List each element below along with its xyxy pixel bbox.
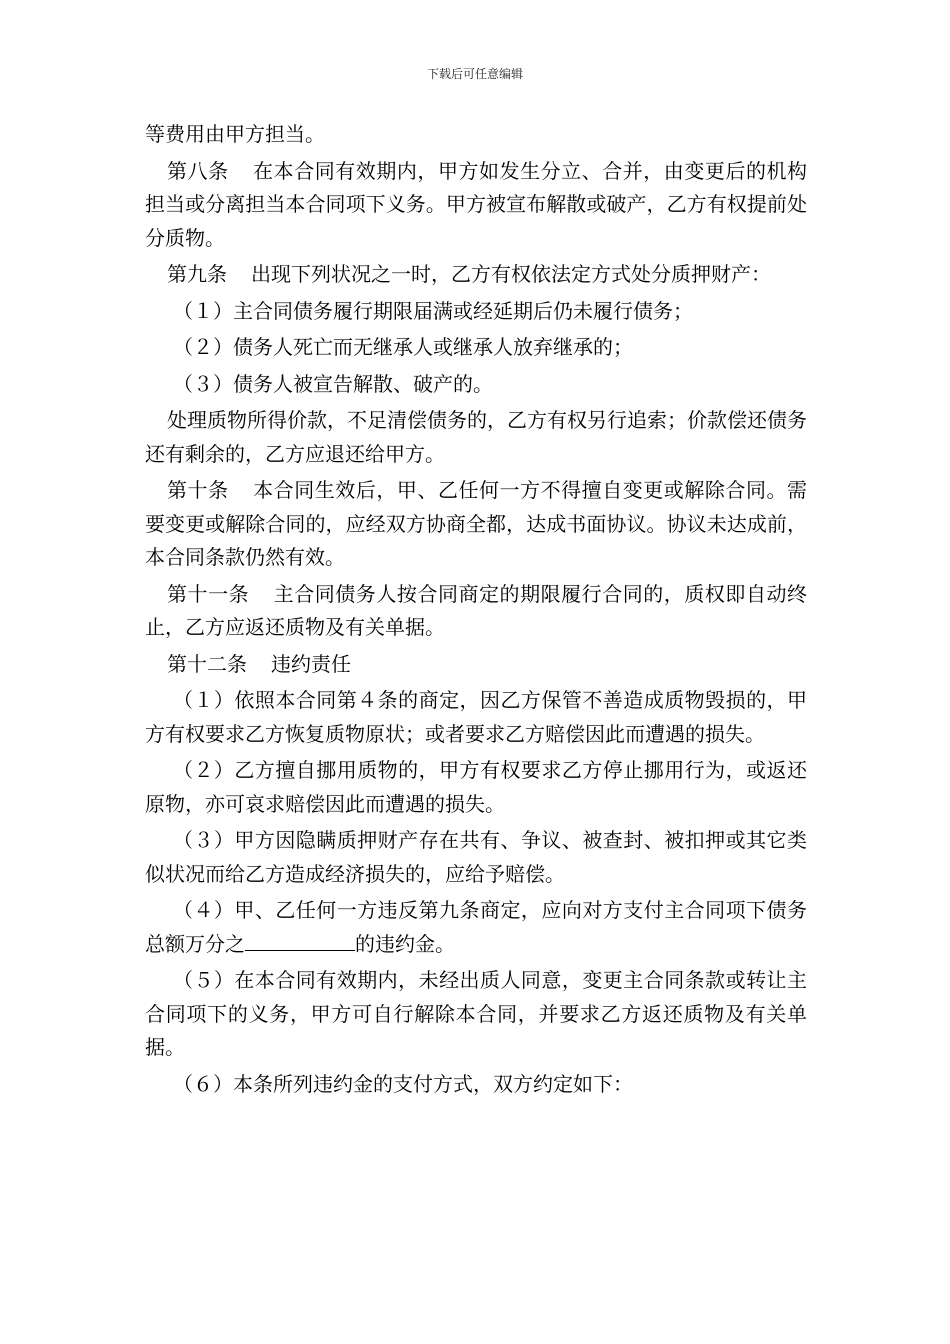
article-11	[145, 578, 807, 645]
document-body	[145, 118, 807, 1104]
list-item	[145, 894, 807, 961]
list-item: （３）甲方因隐瞒质押财产存在共有、争议、被查封、被扣押或其它类似状况而给乙方造成经济损失的，应给予赔偿。	[145, 828, 807, 886]
list-item: （２）乙方擅自挪用质物的，甲方有权要求乙方停止挪用行为，或返还原物，亦可哀求赔偿因此而遭遇的损失。	[145, 758, 807, 816]
list-item: （６）本条所列违约金的支付方式，双方约定如下：	[173, 1071, 633, 1096]
article-text: 在本合同有效期内，甲方如发生分立、合并，由变更后的机构担当或分离担当本合同项下义务。甲方被宣布解散或破产，乙方有权提前处分质物。	[145, 158, 808, 250]
article-12	[145, 648, 807, 682]
article-heading: 第十条	[167, 478, 229, 502]
paragraph-continuation: 等费用由甲方担当。	[145, 122, 325, 146]
list-item-text-before: （４）甲、乙任何一方违反第九条商定，应向对方支付主合同项下债务总额万分之	[145, 898, 807, 956]
article-heading: 第九条	[167, 262, 227, 286]
article-9	[145, 258, 807, 292]
article-text: 主合同债务人按合同商定的期限履行合同的，质权即自动终止，乙方应返还质物及有关单据。	[145, 581, 808, 639]
list-item: （１）主合同债务履行期限届满或经延期后仍未履行债务；	[173, 298, 693, 323]
article-heading: 第十二条	[167, 651, 247, 676]
article-8	[145, 155, 807, 256]
article-heading: 第十一条	[167, 581, 250, 606]
article-text: 出现下列状况之一时，乙方有权依法定方式处分质押财产：	[251, 262, 771, 286]
fill-in-blank	[245, 932, 355, 951]
article-10	[145, 474, 807, 575]
article-text: 违约责任	[271, 651, 351, 676]
article-text: 本合同生效后，甲、乙任何一方不得擅自变更或解除合同。需要变更或解除合同的，应经双方协商全都，达成书面协议。协议未达成前，本合同条款仍然有效。	[145, 478, 808, 569]
article-heading: 第八条	[167, 158, 229, 183]
paragraph: 处理质物所得价款，不足清偿债务的，乙方有权另行追索；价款偿还债务还有剩余的，乙方应退还给甲方。	[145, 408, 807, 466]
list-item: （２）债务人死亡而无继承人或继承人放弃继承的；	[173, 335, 633, 359]
page-header: 下载后可任意编辑	[426, 67, 523, 81]
list-item-text-after: 的违约金。	[355, 931, 455, 956]
list-item: （３）债务人被宣告解散、破产的。	[173, 371, 493, 396]
list-item: （１）依照本合同第４条的商定，因乙方保管不善造成质物毁损的，甲方有权要求乙方恢复质物原状；或者要求乙方赔偿因此而遭遇的损失。	[145, 688, 807, 746]
list-item: （５）在本合同有效期内，未经出质人同意，变更主合同条款或转让主合同项下的义务，甲方可自行解除本合同，并要求乙方返还质物及有关单据。	[145, 968, 807, 1059]
